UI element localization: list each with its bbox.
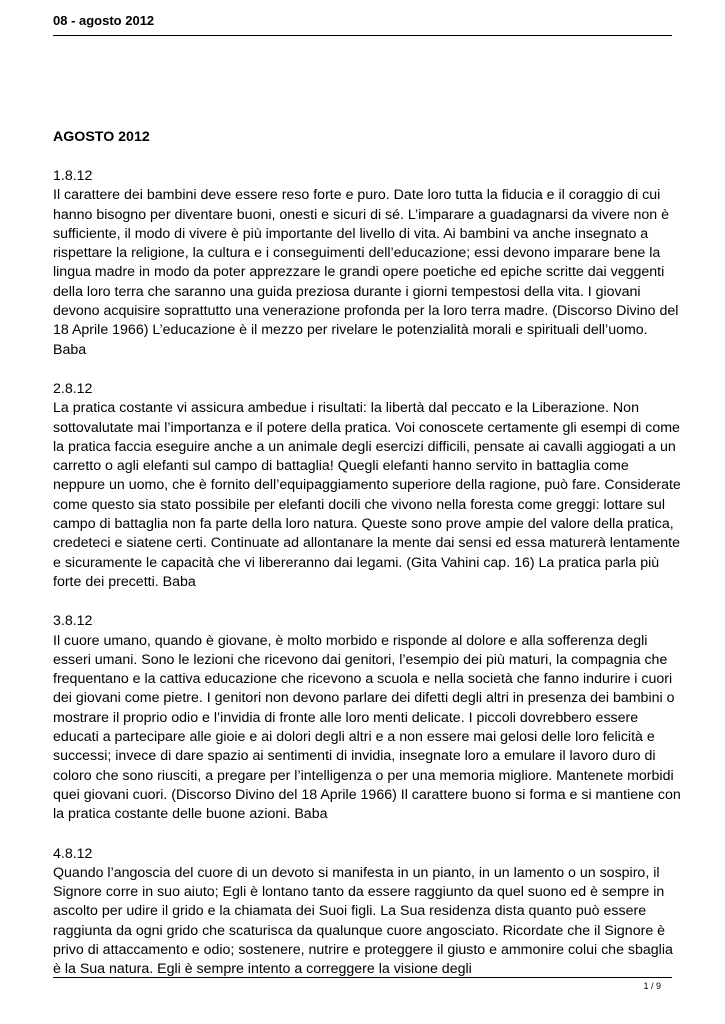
entry-3 bbox=[53, 612, 681, 824]
entry-text: La pratica costante vi assicura ambedue i risultati: la libertà dal peccato e la Liberazione. Non sottovalutate mai l’importanza e il potere della pratica. Voi conoscete certamente gli esempi di come la pratica faccia eseguire anche a un animale degli esercizi difficili, pensate ai cavalli aggiogati a un carretto o agli elefanti sul campo di battaglia! Quegli elefanti hanno servito in battaglia come neppure un uomo, che è fornito dell’equipaggiamento superiore della ragione, può fare. Considerate come questo sia stato possibile per elefanti docili che vivono nella foresta come greggi: lottare sul campo di battaglia non fa parte della loro natura. Queste sono prove ampie del valore della pratica, credeteci e siatene certi. Continuate ad allontanare la mente dai sensi ed essa maturerà lentamente e sicuramente le capacità che vi libereranno dai legami. (Gita Vahini cap. 16) La pratica parla più forte dei precetti. Baba bbox=[53, 400, 681, 590]
entry-text: Il cuore umano, quando è giovane, è molto morbido e risponde al dolore e alla sofferenza degli esseri umani. Sono le lezioni che ricevono dai genitori, l’esempio dei più maturi, la compagnia che frequentano e la cattiva educazione che ricevono a scuola e nella società che fanno indurire i cuori dei giovani come pietre. I genitori non devono parlare dei difetti degli altri in presenza dei bambini o mostrare il proprio odio e l’invidia di fronte alle loro menti delicate. I piccoli dovrebbero essere educati a partecipare alle gioie e ai dolori degli altri e a non essere mai gelosi delle loro felicità e successi; invece di dare spazio ai sentimenti di invidia, insegnate loro a emulare il lavoro duro di coloro che sono riusciti, a pregare per l’intelligenza o per una memoria migliore. Mantenete morbidi quei giovani cuori. (Discorso Divino del 18 Aprile 1966) Il carattere buono si forma e si mantiene con la pratica costante delle buone azioni. Baba bbox=[53, 632, 681, 823]
document-body bbox=[53, 127, 681, 1000]
footer-divider bbox=[53, 977, 672, 978]
entry-date: 1.8.12 bbox=[53, 168, 93, 184]
page-number: 1 / 9 bbox=[643, 981, 661, 991]
entry-date: 4.8.12 bbox=[53, 845, 93, 862]
entry-text: Quando l’angoscia del cuore di un devoto si manifesta in un pianto, in un lamento o un sospiro, il Signore corre in suo aiuto; Egli è lontano tanto da essere raggiunto da quel suono ed è sempre in ascolto per udire il grido e la chiamata dei Suoi figli. La Sua residenza dista quanto può essere raggiunta da ogni grido che scaturisca da qualunque cuore angosciato. Ricordate che il Signore è privo di attaccamento e odio; sostenere, nutrire e proteggere il giusto e ammonire colui che sbaglia è la Sua natura. Egli è sempre intento a correggere la visione degli bbox=[53, 864, 673, 978]
entry-2 bbox=[53, 380, 681, 592]
page-header-title: 08 - agosto 2012 bbox=[53, 13, 155, 28]
entry-1 bbox=[53, 167, 681, 360]
header-divider bbox=[53, 35, 672, 36]
entry-date: 2.8.12 bbox=[53, 380, 93, 397]
entry-4 bbox=[53, 845, 681, 980]
document-heading: AGOSTO 2012 bbox=[53, 129, 150, 145]
entry-date: 3.8.12 bbox=[53, 613, 93, 630]
entry-text: Il carattere dei bambini deve essere reso forte e puro. Date loro tutta la fiducia e il coraggio di cui hanno bisogno per diventare buoni, onesti e sicuri di sé. L’imparare a guadagnarsi da vivere non è sufficiente, il modo di vivere è più importante del livello di vita. Ai bambini va anche insegnato a rispettare la religione, la cultura e i conseguimenti dell’educazione; essi devono imparare bene la lingua madre in modo da poter apprezzare le grandi opere poetiche ed epiche scritte dai veggenti della loro terra che saranno una guida preziosa durante i giorni tempestosi della vita. I giovani devono acquisire soprattutto una venerazione profonda per la loro terra madre. (Discorso Divino del 18 Aprile 1966) L’educazione è il mezzo per rivelare le potenzialità morali e spirituali dell’uomo. Baba bbox=[53, 187, 679, 358]
